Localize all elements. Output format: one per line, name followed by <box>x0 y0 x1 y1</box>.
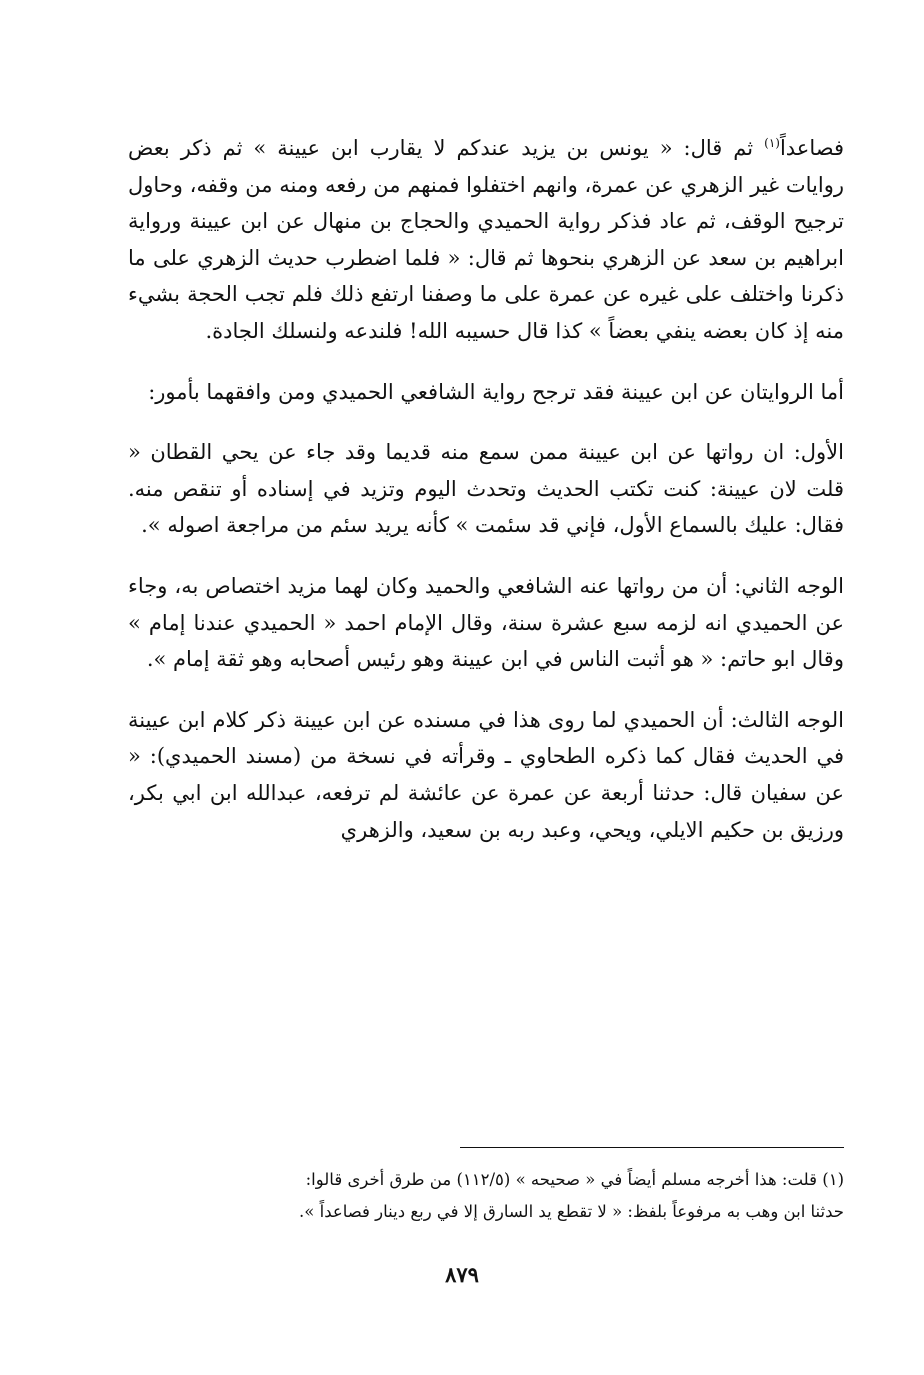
paragraph-1 <box>128 130 844 350</box>
footnote-line-1: (١) قلت: هذا أخرجه مسلم أيضاً في « صحيحه » (١١٢/٥) من طرق أخرى قالوا: <box>305 1170 844 1189</box>
footnote-divider <box>460 1147 844 1148</box>
footnote-reference[interactable]: (١) <box>764 136 780 150</box>
paragraph-1-lead: فصاعداً <box>779 136 844 160</box>
paragraph-5: الوجه الثالث: أن الحميدي لما روى هذا في مسنده عن ابن عيينة ذكر كلام ابن عيينة في الحديث فقال كما ذكره الطحاوي ـ وقرأته في نسخة من (مسند الحميدي): « عن سفيان قال: حدثنا أربعة عن عمرة عن عائشة لم ترفعه، عبدالله ابن ابي بكر، ورزيق بن حكيم الايلي، ويحي، وعبد ربه بن سعيد، والزهري <box>128 707 844 842</box>
footnote <box>128 1164 844 1228</box>
footnote-line-2: حدثنا ابن وهب به مرفوعاً بلفظ: « لا تقطع يد السارق إلا في ربع دينار فصاعداً ». <box>299 1202 844 1221</box>
paragraph-4: الوجه الثاني: أن من رواتها عنه الشافعي والحميد وكان لهما مزيد اختصاص به، وجاء عن الحميدي انه لزمه سبع عشرة سنة، وقال الإمام احمد « الحميدي عندنا إمام » وقال ابو حاتم: « هو أثبت الناس في ابن عيينة وهو رئيس أصحابه وهو ثقة إمام ». <box>128 573 844 672</box>
page-number: ٨٧٩ <box>445 1262 479 1287</box>
main-text <box>128 130 844 872</box>
paragraph-2: أما الروايتان عن ابن عيينة فقد ترجح رواية الشافعي الحميدي ومن وافقهما بأمور: <box>148 379 844 404</box>
paragraph-3: الأول: ان رواتها عن ابن عيينة ممن سمع منه قديما وقد جاء عن يحي القطان « قلت لان عيينة: كنت تكتب الحديث وتحدث اليوم وتزيد في إسناده أو تنقص منه. فقال: عليك بالسماع الأول، فإني قد سئمت » كأنه يريد سئم من مراجعة اصوله ». <box>128 440 844 538</box>
paragraph-1-text: ثم قال: « يونس بن يزيد عندكم لا يقارب ابن عيينة » ثم ذكر بعض روايات غير الزهري عن عمرة، وانهم اختفلوا فمنهم من رفعه ومنه من وقفه، وحاول ترجيح الوقف، ثم عاد فذكر رواية الحميدي والحجاج بن منهال عن ابن عيينة ورواية ابراهيم بن سعد عن الزهري بنحوها ثم قال: « فلما اضطرب حديث الزهري على ما ذكرنا واختلف على غيره عن عمرة على ما وصفنا ارتفع ذلك فلم تجب الحجة بشيء منه إذ كان بعضه ينفي بعضاً » كذا قال حسيبه الله! فلندعه ولنسلك الجادة. <box>128 136 844 343</box>
